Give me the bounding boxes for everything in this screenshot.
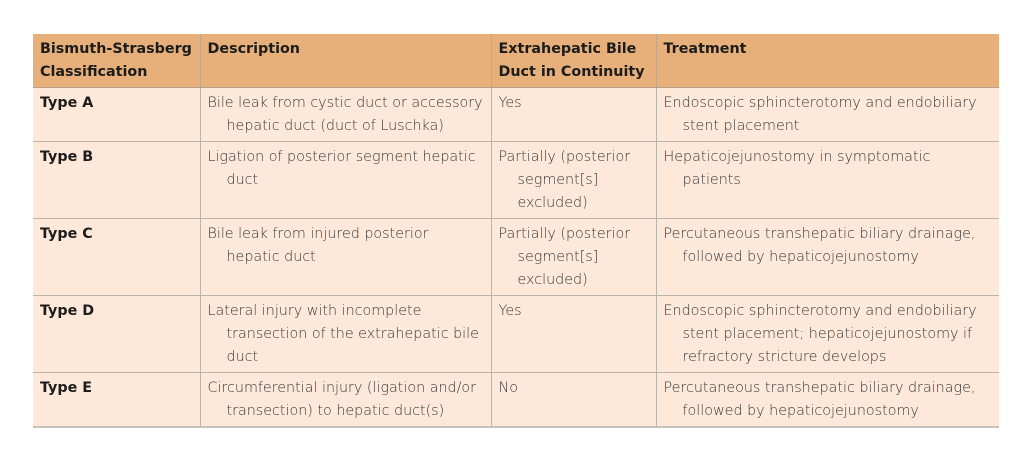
- cell-continuity: [491, 219, 656, 296]
- cell-continuity: [491, 296, 656, 373]
- cell-continuity: [491, 142, 656, 219]
- cell-treatment: [656, 296, 999, 373]
- classification-table-container: [33, 34, 999, 428]
- cell-treatment: [656, 219, 999, 296]
- continuity-text: Yes: [498, 95, 522, 111]
- treatment-text: Endoscopic sphincterotomy and endobiliary stent placement: [663, 95, 977, 134]
- table-row: [33, 142, 999, 219]
- description-text: Bile leak from cystic duct or accessory hepatic duct (duct of Luschka): [207, 95, 483, 134]
- table-header-row: [33, 34, 999, 88]
- cell-type: Type D: [33, 296, 200, 373]
- continuity-text: Yes: [498, 303, 522, 319]
- continuity-text: Partially (posterior segment[s] excluded): [498, 226, 631, 288]
- cell-description: [200, 88, 491, 142]
- header-description: Description: [200, 34, 491, 88]
- cell-type: Type E: [33, 373, 200, 428]
- description-text: Lateral injury with incomplete transection of the extrahepatic bile duct: [207, 303, 479, 365]
- treatment-text: Endoscopic sphincterotomy and endobiliary stent placement; hepaticojejunostomy if refractory stricture develops: [663, 303, 977, 365]
- treatment-text: Hepaticojejunostomy in symptomatic patients: [663, 149, 931, 188]
- table-row: [33, 88, 999, 142]
- description-text: Circumferential injury (ligation and/or transection) to hepatic duct(s): [207, 380, 477, 419]
- treatment-text: Percutaneous transhepatic biliary drainage, followed by hepaticojejunostomy: [663, 380, 976, 419]
- cell-continuity: [491, 373, 656, 428]
- cell-type: Type A: [33, 88, 200, 142]
- cell-treatment: [656, 142, 999, 219]
- table-row: [33, 373, 999, 428]
- header-treatment: Treatment: [656, 34, 999, 88]
- continuity-text: No: [498, 380, 518, 396]
- cell-treatment: [656, 373, 999, 428]
- table-row: [33, 296, 999, 373]
- cell-description: [200, 296, 491, 373]
- header-continuity: Extrahepatic Bile Duct in Continuity: [491, 34, 656, 88]
- cell-type: Type C: [33, 219, 200, 296]
- description-text: Bile leak from injured posterior hepatic duct: [207, 226, 429, 265]
- cell-continuity: [491, 88, 656, 142]
- cell-description: [200, 373, 491, 428]
- table-row: [33, 219, 999, 296]
- cell-treatment: [656, 88, 999, 142]
- cell-type: Type B: [33, 142, 200, 219]
- header-classification: Bismuth-Strasberg Classification: [33, 34, 200, 88]
- cell-description: [200, 219, 491, 296]
- treatment-text: Percutaneous transhepatic biliary drainage, followed by hepaticojejunostomy: [663, 226, 976, 265]
- bismuth-strasberg-table: [33, 34, 999, 428]
- description-text: Ligation of posterior segment hepatic duct: [207, 149, 476, 188]
- cell-description: [200, 142, 491, 219]
- continuity-text: Partially (posterior segment[s] excluded): [498, 149, 631, 211]
